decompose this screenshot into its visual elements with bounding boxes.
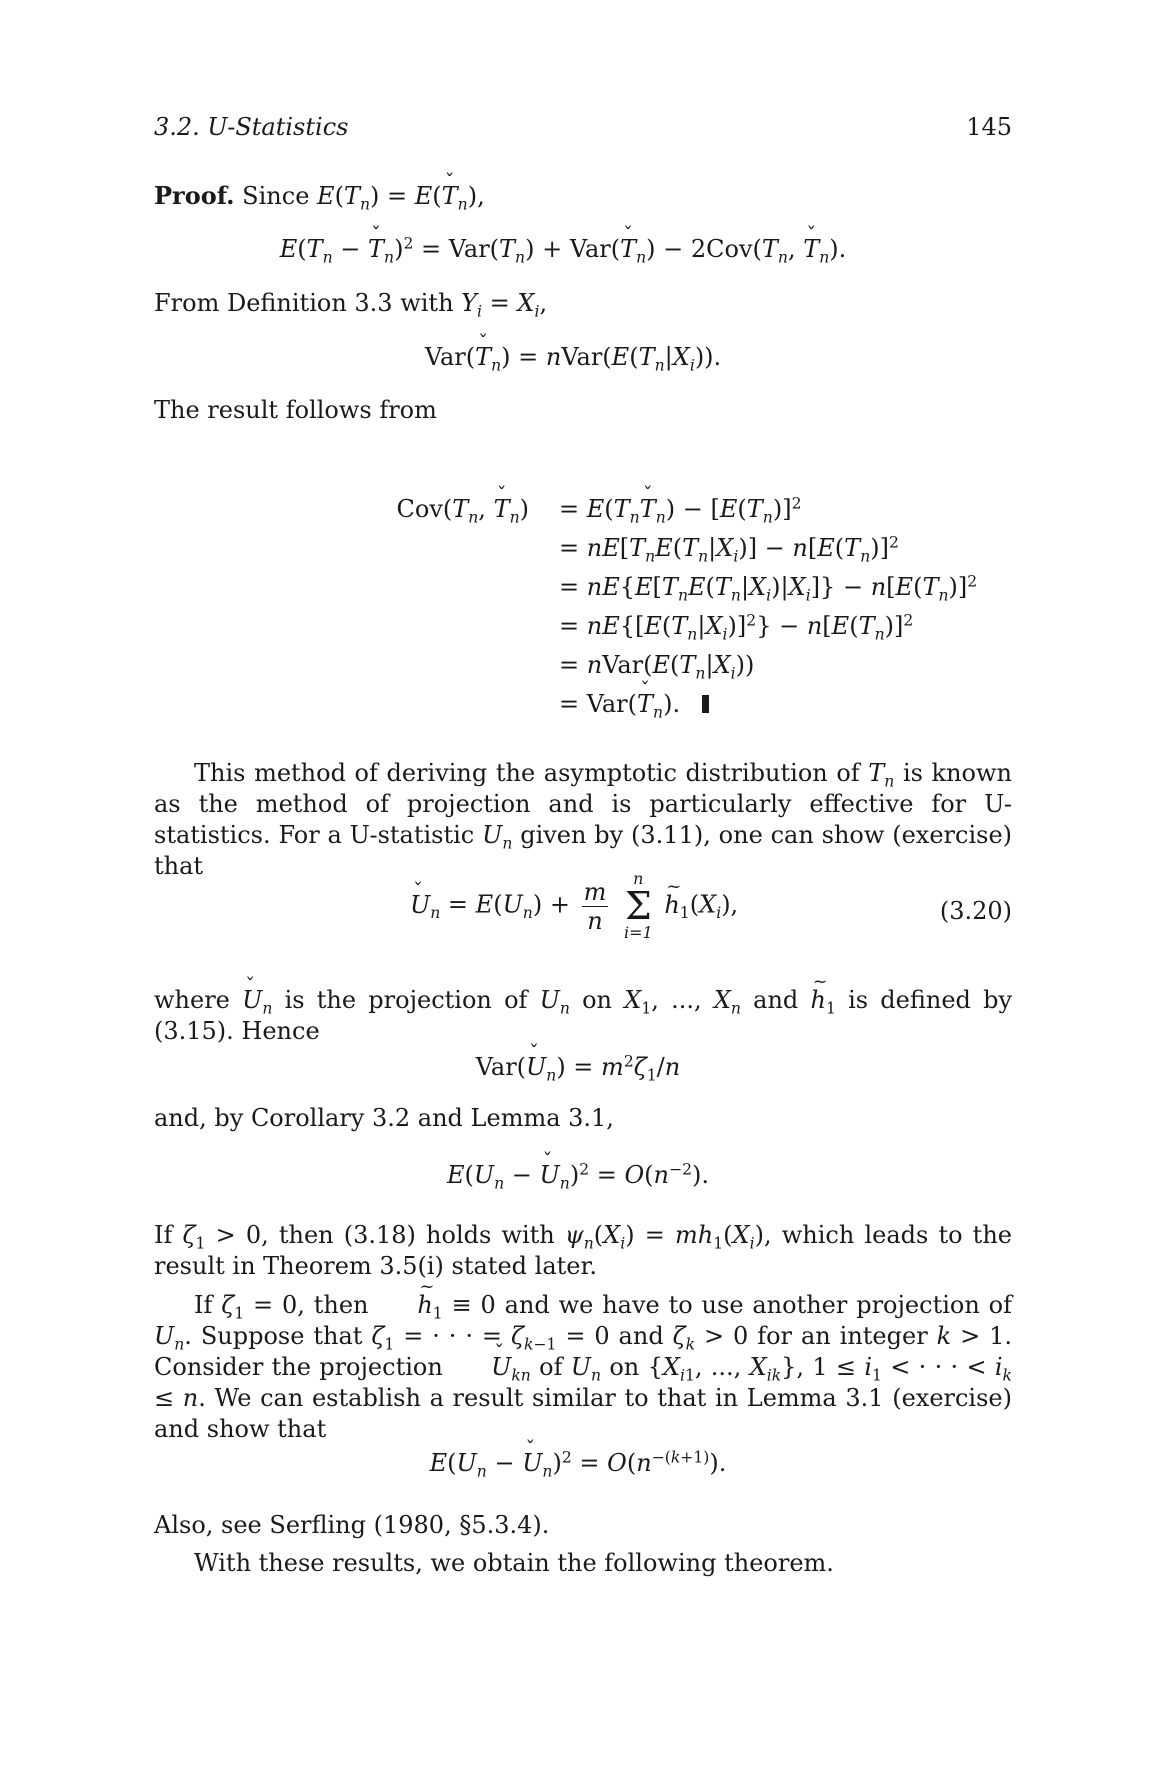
- equation-number: (3.20): [939, 897, 1012, 925]
- result-follows-line: The result follows from: [154, 396, 437, 424]
- cov-row: $Cov(T_n$, ˇ $T_n$) = $E(T_nˇ$ $T_n) - [E(T_n)]^2$: [264, 494, 984, 533]
- cov-row: = $nE[T_nE(T_n|X_i)] - n[E(T_n)]^2$: [559, 533, 899, 566]
- summation-symbol: n Σ i=1: [623, 869, 653, 942]
- proof-label: Proof.: [154, 181, 235, 210]
- cov-row: = $nVar(E(T_n|X_i))$: [559, 651, 755, 683]
- running-header: [154, 112, 1012, 144]
- covariance-derivation: [264, 494, 984, 728]
- cov-row: = $nE\{E[T_nE(T_n|X_i)|X_i]\} - n[E(T_n)]^2$: [559, 572, 978, 605]
- paragraph-method-of-projection: This method of deriving the asymptotic distribution of $T_n$ is known as the method of projection and is particularly effective for U-statistics. For a U-statistic $U_n$ given by (3.11), one can show (exercise) that: [154, 759, 1013, 880]
- closing-line: With these results, we obtain the following theorem.: [194, 1549, 834, 1577]
- paragraph-where: where ˇ $U_n$ is the projection of $U_n$ on $X_1$, ..., $X_n$ and ~ $h_1$ is defined by (3.15). Hence: [154, 985, 1012, 1047]
- equation-var-u: Var(ˇ $U_n) = m^2\zeta_1/n$: [144, 1052, 1012, 1083]
- equation-order-k: $E(U_n$ − ˇ $U_n)^2 = O(n^{-(k+1)})$.: [144, 1448, 1012, 1479]
- paragraph-if-positive: If $\zeta_1 > 0$, then (3.18) holds with $\psi_n(X_i) = mh_1(X_i)$, which leads to the result in Theorem 3.5(i) stated later.: [154, 1221, 1012, 1280]
- qed-mark: [702, 695, 709, 713]
- equation-var-projection: Var(ˇ $T_n$) = $nVar(E(T_n|X_i))$.: [134, 342, 1012, 373]
- equation-var-decomposition: $E(T_n$ − ˇ $T_n)^2 = Var(T_n)$ + Var(ˇ $T_n) - 2Cov(T_n$, ˇ $T_n$).: [114, 234, 1012, 265]
- proof-intro-text: Since $E(T_n)$ = E(ˇ $T_n$),: [242, 182, 485, 210]
- equation-3-20: ˇ $U_n = E(U_n)$ + $\frac{m}{n}$ n Σ i=1 ~ $h_1(X_i)$, (3.20): [154, 870, 1012, 966]
- from-definition-line: From Definition 3.3 with $Y_i = X_i$,: [154, 289, 548, 321]
- section-title: 3.2. U-Statistics: [154, 113, 349, 141]
- equation-order: $E(U_n$ − ˇ $U_n)^2 = O(n^{-2})$.: [144, 1160, 1012, 1191]
- cov-row: = Var(ˇ $T_n$).: [264, 689, 984, 728]
- paragraph-if-zero: If $\zeta_1 = 0$, then ~ $h_1 \equiv 0$ and we have to use another projection of $U_n$. Suppose that $\zeta_1$ = · · · = $\zeta_{k-1} = 0$ and $\zeta_k > 0$ for an integer k > 1. Consider the projection ˇ $U_{kn}$ of $U_n$ on {$X_{i1}$, ..., $X_{ik}$}, $1 \le i_1$ < · · · < $i_k \le n$. We can establish a result similar to that in Lemma 3.1 (exercise) and show that: [154, 1290, 1012, 1445]
- cov-row: = $nE\{[E(T_n|X_i)]^2\} - n[E(T_n)]^2$: [559, 611, 914, 644]
- fraction-m-over-n: $\frac{m}{n}$: [583, 877, 607, 935]
- proof-intro: [154, 180, 1012, 212]
- also-see-line: Also, see Serfling (1980, §5.3.4).: [154, 1511, 550, 1539]
- page-number: 145: [966, 113, 1012, 141]
- and-by-line: and, by Corollary 3.2 and Lemma 3.1,: [154, 1104, 614, 1132]
- page: [154, 0, 1012, 1776]
